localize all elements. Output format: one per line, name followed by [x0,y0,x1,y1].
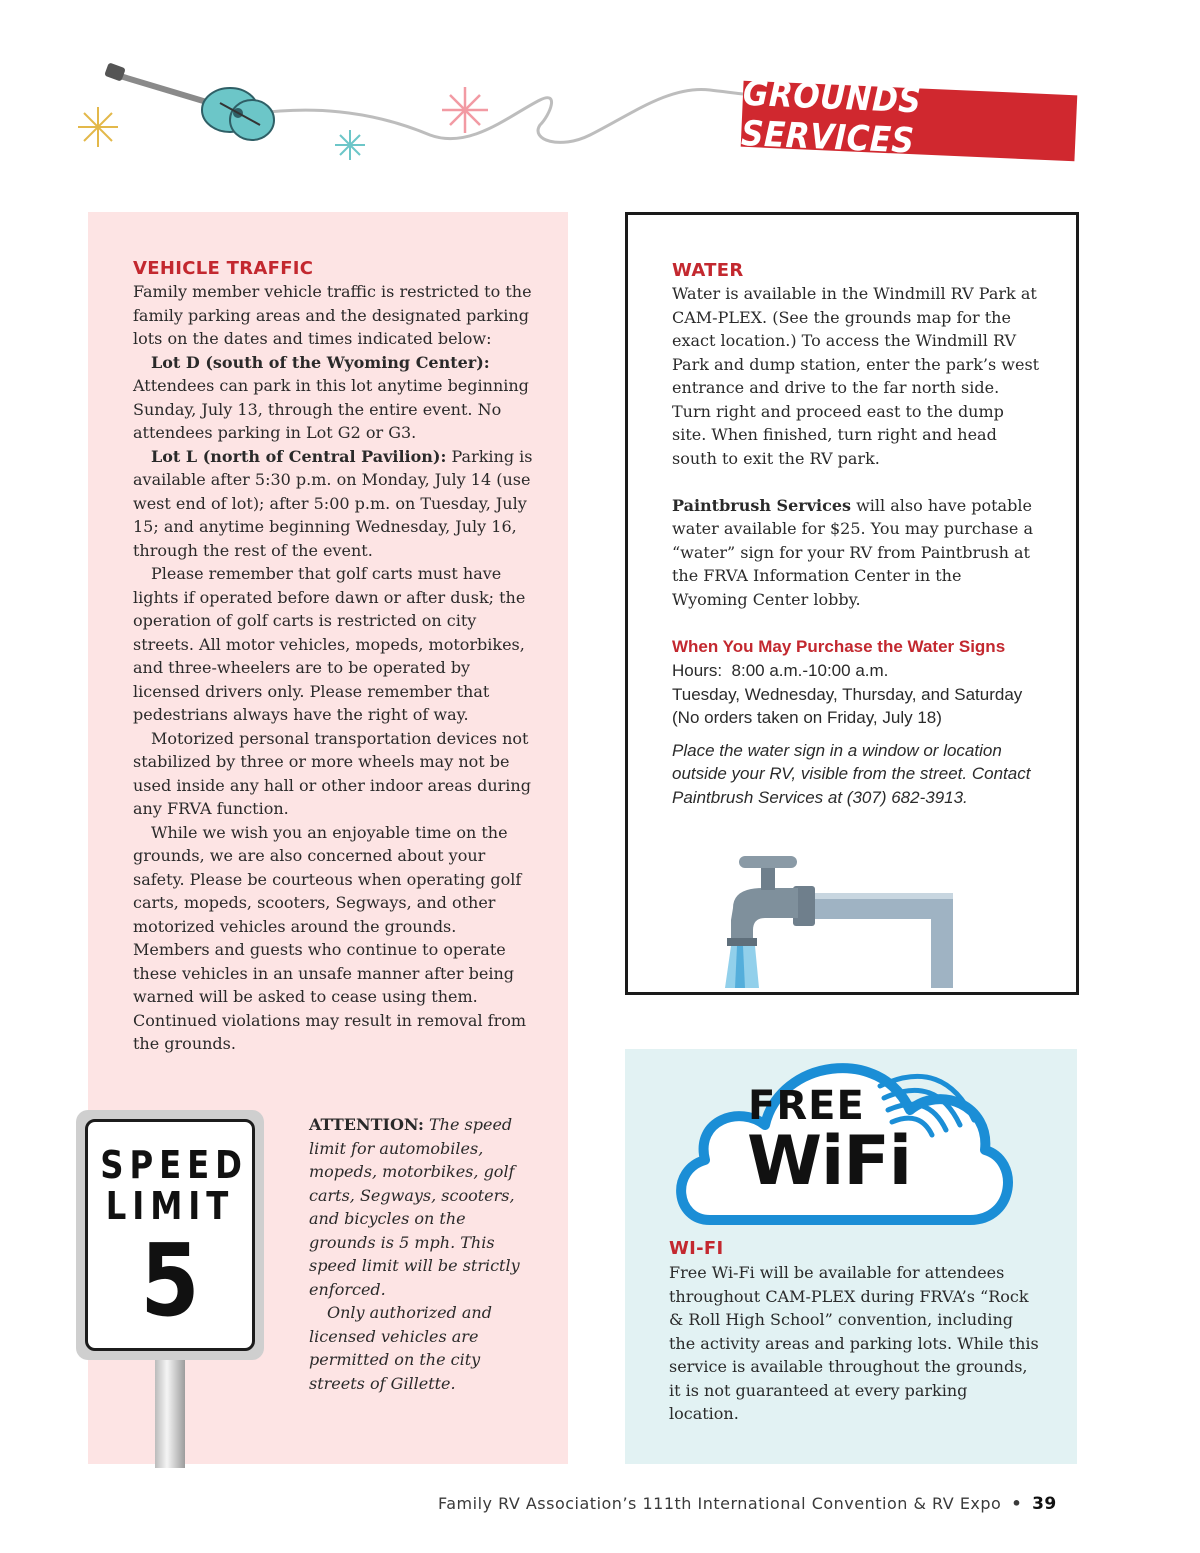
squiggle-line [245,89,770,142]
wifi-heading: WI-FI [669,1238,724,1259]
vehicle-traffic-section [133,258,533,1056]
motorized-devices-text: Motorized personal transportation devices not stabilized by three or more wheels may not be used inside any hall or other indoor areas during any FRVA function. [133,728,531,818]
header-decoration [70,55,770,175]
starburst-icon [335,130,365,160]
attention-text: The speed limit for automobiles, mopeds, motorbikes, golf carts, Segways, scooters, and bicycles on the grounds is 5 mph. This speed limit will be strictly enforced. [309,1115,520,1299]
hours-line-2: Tuesday, Wednesday, Thursday, and Saturday [672,684,1023,704]
wifi-logo-free: FREE [748,1083,865,1129]
attention-text-2: Only authorized and licensed vehicles are permitted on the city streets of Gillette. [309,1303,492,1393]
sign-line-speed: SPEED [100,1143,248,1187]
starburst-icon [442,87,488,133]
water-para-1: Water is available in the Windmill RV Park at CAM-PLEX. (See the grounds map for the exact location.) To access the Windmill RV Park and dump station, enter the park’s west entrance and drive to the far north side. Turn right and proceed east to the dump site. When finished, turn right and head south to exit the RV park. [672,284,1040,468]
lot-d-label: Lot D (south of the Wyoming Center): [151,352,490,372]
hours-line-1: Hours: 8:00 a.m.-10:00 a.m. [672,661,889,680]
sign-frame [76,1110,264,1360]
section-banner [740,73,1078,162]
attention-lead: ATTENTION: [309,1115,424,1134]
wifi-section [669,1237,1039,1426]
sign-line-limit: LIMIT [105,1184,235,1228]
speed-limit-sign [72,1108,268,1468]
starburst-icon [78,107,118,147]
lot-l-text: Parking is available after 5:30 p.m. on Monday, July 14 (use west end of lot); after 5:00 p.m. on Tuesday, July 15; and anytime beginning Wednesday, July 16, through the rest of the event. [133,446,533,560]
wifi-text: Free Wi-Fi will be available for attendees throughout CAM-PLEX during FRVA’s “Rock & Roll High School” convention, including the activity areas and parking lots. While this service is available throughout the grounds, it is not guaranteed at every parking location. [669,1263,1039,1423]
footer-text: Family RV Association’s 111th International Convention & RV Expo [438,1494,1002,1513]
water-sign-instructions: Place the water sign in a window or location outside your RV, visible from the street. Contact Paintbrush Services at (307) 682-3913. [672,740,1031,807]
vehicle-traffic-heading: VEHICLE TRAFFIC [133,258,314,279]
lot-d-text: Attendees can park in this lot anytime beginning Sunday, July 13, through the entire event. No attendees parking in Lot G2 or G3. [133,376,529,442]
hours-line-3: (No orders taken on Friday, July 18) [672,708,942,727]
water-para-2: will also have potable water available for $25. You may purchase a “water” sign for your RV from Paintbrush at the FRVA Information Center in the Wyoming Center lobby. [672,495,1034,609]
paintbrush-label: Paintbrush Services [672,495,851,515]
water-section [672,260,1042,809]
attention-note [309,1113,534,1395]
guitar-icon [104,62,274,140]
sign-number: 5 [140,1222,200,1339]
lot-l-label: Lot L (north of Central Pavilion): [151,446,447,466]
wifi-logo-wifi: WiFi [747,1122,912,1201]
hours-title: When You May Purchase the Water Signs [672,637,1006,656]
sign-pole [155,1358,185,1468]
golf-carts-text: Please remember that golf carts must have lights if operated before dawn or after dusk; the operation of golf carts is restricted on city streets. All motor vehicles, mopeds, motorbikes, and three-wheelers are to be operated by licensed drivers only. Please remember that pedestrians always have the right of way. [133,564,526,724]
vehicle-intro: Family member vehicle traffic is restricted to the family parking areas and the designated parking lots on the dates and times indicated below: [133,282,532,348]
page-number: 39 [1032,1494,1057,1514]
banner-title: GROUNDS SERVICES [740,73,923,162]
faucet-icon [703,848,993,988]
sign-face [85,1119,255,1351]
safety-text: While we wish you an enjoyable time on the grounds, we are also concerned about your safety. Please be courteous when operating golf carts, mopeds, scooters, Segways, and other motorized vehicles around the grounds. Members and guests who continue to operate these vehicles in an unsafe manner after being warned will be asked to cease using them. Continued violations may result in removal from the grounds. [133,822,527,1053]
page-footer [438,1494,1108,1514]
footer-separator: • [1011,1494,1023,1513]
water-heading: WATER [672,260,744,281]
